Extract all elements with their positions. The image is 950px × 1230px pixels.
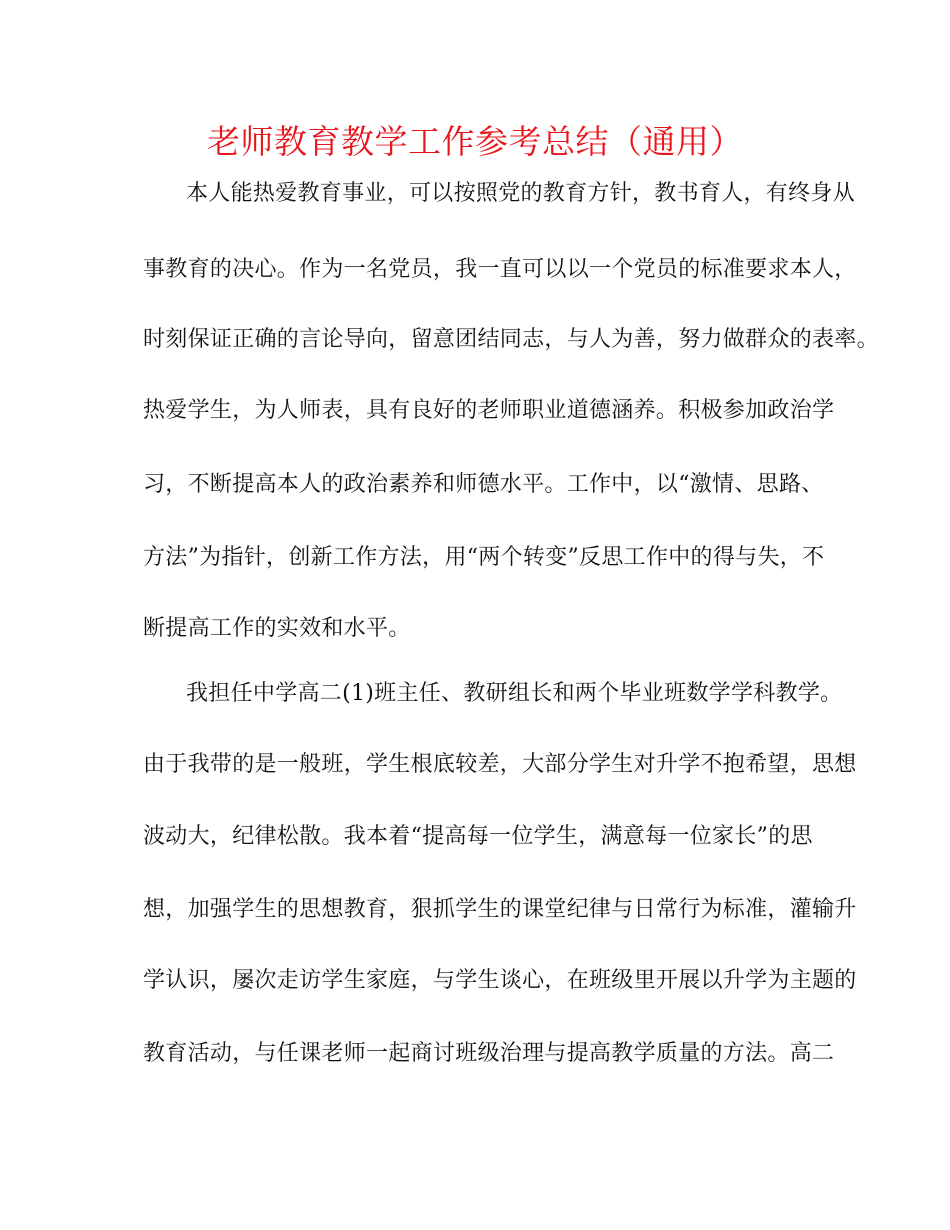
- paragraph-2-line-2: 由于我带的是一般班，学生根底较差，大部分学生对升学不抱希望，思想: [143, 752, 857, 777]
- document-title: 老师教育教学工作参考总结（通用）: [207, 122, 743, 161]
- paragraph-2-line-5: 学认识，屡次走访学生家庭，与学生谈心，在班级里开展以升学为主题的: [143, 968, 857, 993]
- paragraph-1-line-5: 习，不断提高本人的政治素养和师德水平。工作中，以“激情、思路、: [143, 472, 824, 497]
- paragraph-1-line-3: 时刻保证正确的言论导向，留意团结同志，与人为善，努力做群众的表率。: [143, 327, 879, 352]
- paragraph-1-line-2: 事教育的决心。作为一名党员，我一直可以以一个党员的标准要求本人，: [143, 257, 857, 282]
- paragraph-2-line-6: 教育活动，与任课老师一起商讨班级治理与提高教学质量的方法。高二: [143, 1041, 835, 1066]
- paragraph-2-line-3: 波动大，纪律松散。我本着“提高每一位学生，满意每一位家长”的思: [143, 824, 813, 849]
- paragraph-1-line-6: 方法”为指针，创新工作方法，用“两个转变”反思工作中的得与失，不: [143, 545, 825, 570]
- paragraph-1-line-7: 断提高工作的实效和水平。: [143, 616, 411, 641]
- paragraph-2-line-4: 想，加强学生的思想教育，狠抓学生的课堂纪律与日常行为标准，灌输升: [143, 897, 857, 922]
- paragraph-1-line-1: 本人能热爱教育事业，可以按照党的教育方针，教书育人，有终身从: [186, 181, 856, 206]
- paragraph-2-line-1: 我担任中学高二(1)班主任、教研组长和两个毕业班数学学科教学。: [186, 681, 843, 706]
- paragraph-1-line-4: 热爱学生，为人师表，具有良好的老师职业道德涵养。积极参加政治学: [143, 398, 835, 423]
